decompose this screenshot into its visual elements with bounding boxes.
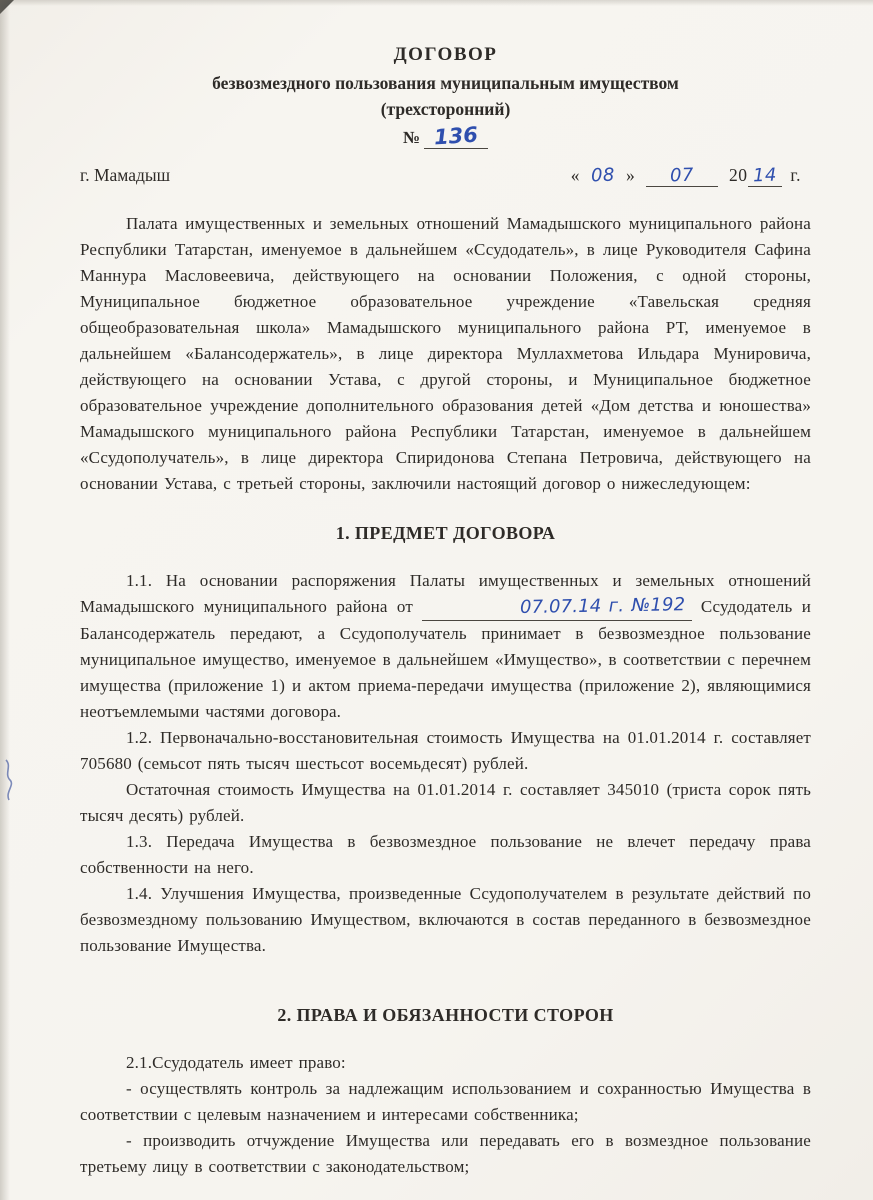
contract-number-row [80,124,811,149]
section-1-body [80,568,811,959]
document-title-block [80,44,811,120]
date-line [571,165,811,187]
paragraph-2-1-bullet-1: - осуществлять контроль за надлежащим использованием и сохранностью Имущества в соответствии с целевым назначением и интересами собственника; [80,1079,811,1124]
paragraph-1-1-text-before: 1.1. На основании распоряжения Палаты имущественных и земельных отношений Мамадышского муниципального района от [80,571,811,616]
paragraph-1-3: 1.3. Передача Имущества в безвозмездное пользование не влечет передачу права собственности на него. [80,832,811,877]
reference-handwritten: 07.07.14 г. №192 [520,594,686,619]
paragraph-2-1: 2.1.Ссудодатель имеет право: [126,1053,346,1072]
section-2-body [80,1050,811,1180]
date-year-prefix: 20 [729,165,748,185]
city-date-row [80,165,811,187]
document-title: ДОГОВОР [393,44,498,65]
date-year-blank [748,165,782,187]
paragraph-1-2: 1.2. Первоначально-восстановительная стоимость Имущества на 01.01.2014 г. составляет 705680 (семьсот пять тысяч шестьсот восемьдесят) рублей. [80,728,811,773]
date-close-quote: » [626,165,636,185]
paragraph-1-1 [80,568,811,725]
section-2-heading: 2. ПРАВА И ОБЯЗАННОСТИ СТОРОН [277,1005,614,1025]
document-subtitle: безвозмездного пользования муниципальным имуществом [212,73,679,93]
city-label: г. Мамадыш [80,165,171,185]
date-day-blank [580,165,626,186]
date-year-handwritten: 14 [752,164,777,187]
paragraph-1-2b: Остаточная стоимость Имущества на 01.01.2014 г. составляет 345010 (триста сорок пять тысяч десять) рублей. [80,780,811,825]
paragraph-1-1-text-after: Ссудодатель и Балансодержатель передают, а Ссудополучатель принимает в безвозмездное пользование муниципальное имущество, именуемое в дальнейшем «Имущество», в соответствии с перечнем имущества (приложение 1) и актом приема-передачи имущества (приложение 2), являющимися неотъемлемыми частями договора. [80,597,811,721]
date-month-blank [646,165,718,187]
date-suffix: г. [790,165,801,185]
date-open-quote: « [570,165,581,185]
contract-number-label: № [402,128,420,147]
preamble-paragraph: Палата имущественных и земельных отношений Мамадышского муниципального района Республики Татарстан, именуемое в дальнейшем «Ссудодатель», в лице Руководителя Сафина Маннура Масловеевича, действующего на основании Положения, с одной стороны, Муниципальное бюджетное образовательное учреждение «Тавельская средняя общеобразовательная школа» Мамадышского муниципального района РТ, именуемое в дальнейшем «Балансодержатель», в лице директора Муллахметова Ильдара Мунировича, действующего на основании Устава, с другой стороны, и Муниципальное бюджетное образовательное учреждение дополнительного образования детей «Дом детства и юношества» Мамадышского муниципального района Республики Татарстан, именуемое в дальнейшем «Ссудополучатель», в лице директора Спиридонова Степана Петровича, действующего на основании Устава, с третьей стороны, заключили настоящий договор о нижеследующем: [80,214,811,493]
date-month-handwritten: 07 [669,164,695,187]
document-subtitle-2: (трехсторонний) [380,99,511,119]
contract-number-blank [424,124,488,149]
contract-number-handwritten: 136 [433,122,479,150]
date-day-handwritten: 08 [590,164,616,187]
paragraph-1-4: 1.4. Улучшения Имущества, произведенные Ссудополучателем в результате действий по безвозмездному пользованию Имуществом, включаются в состав переданного в безвозмездное пользование Имущества. [80,884,811,955]
section-1-heading: 1. ПРЕДМЕТ ДОГОВОРА [335,523,556,543]
reference-blank [422,594,691,621]
paragraph-2-1-bullet-2: - производить отчуждение Имущества или передавать его в возмездное пользование третьему лицу в соответствии с законодательством; [80,1131,811,1176]
